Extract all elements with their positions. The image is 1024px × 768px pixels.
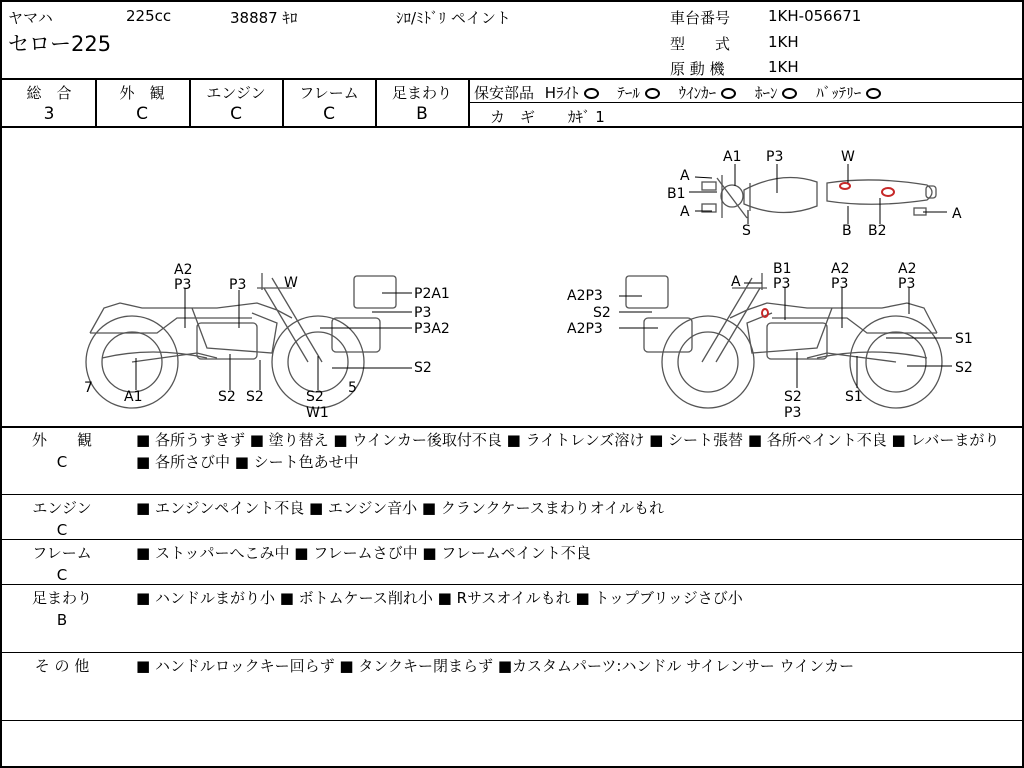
label-A2P3: A2P3 bbox=[567, 288, 603, 304]
key-value: ｶｷﾞ 1 bbox=[568, 108, 605, 126]
label-S2: S2 bbox=[593, 305, 611, 321]
label-P3: P3 bbox=[229, 277, 247, 293]
damage-mark bbox=[840, 183, 850, 189]
label-A2: A2 bbox=[898, 261, 917, 277]
label-A: A bbox=[731, 274, 741, 290]
ok-circle-icon bbox=[645, 88, 660, 99]
divider bbox=[2, 78, 1022, 80]
grade-engine-value: C bbox=[230, 104, 242, 124]
ok-circle-icon bbox=[782, 88, 797, 99]
label-P3: P3 bbox=[784, 405, 802, 421]
horn-label: ﾎｰﾝ bbox=[754, 84, 778, 102]
winker-label: ｳｲﾝｶｰ bbox=[678, 84, 717, 102]
label-S2: S2 bbox=[218, 389, 236, 405]
remark-text-exterior: ■ 各所うすきず ■ 塗り替え ■ ウインカー後取付不良 ■ ライトレンズ溶け ■ シート張替 ■ 各所ペイント不良 ■ レバーまがり ■ 各所さび中 ■ シート色あせ中 bbox=[136, 431, 1000, 471]
grade-overall-label: 総 合 bbox=[26, 84, 72, 102]
grade-overall-value: 3 bbox=[43, 104, 55, 124]
label-B1: B1 bbox=[667, 186, 686, 202]
label-P3: P3 bbox=[766, 149, 784, 165]
remark-text-frame: ■ ストッパーへこみ中 ■ フレームさび中 ■ フレームペイント不良 bbox=[136, 544, 591, 562]
grade-exterior-label: 外 観 bbox=[119, 84, 165, 102]
displacement: 225cc bbox=[126, 7, 172, 25]
label-P2A1: P2A1 bbox=[414, 286, 450, 302]
label-P3: P3 bbox=[174, 277, 192, 293]
type-label: 型 式 bbox=[670, 35, 731, 53]
battery-label: ﾊﾞｯﾃﾘｰ bbox=[816, 84, 862, 102]
remark-label-frame: フレーム C bbox=[32, 544, 92, 584]
divider bbox=[2, 584, 1022, 585]
bike-diagram bbox=[2, 128, 1022, 424]
color: ｼﾛ/ﾐﾄﾞﾘ ペイント bbox=[396, 9, 511, 27]
label-S: S bbox=[742, 223, 751, 239]
label-W1: W1 bbox=[306, 405, 329, 421]
chassis-label: 車台番号 bbox=[670, 9, 731, 27]
grade-suspension-label: 足まわり bbox=[391, 84, 452, 102]
label-A: A bbox=[680, 168, 690, 184]
label-P3: P3 bbox=[898, 276, 916, 292]
remark-label-exterior: 外 観 C bbox=[31, 431, 92, 471]
label-S2: S2 bbox=[955, 360, 973, 376]
model-name: セロー225 bbox=[8, 32, 112, 56]
chassis-number: 1KH-056671 bbox=[768, 7, 862, 25]
label-A: A bbox=[680, 204, 690, 220]
mileage: 38887 ｷﾛ bbox=[230, 9, 298, 27]
label-P3: P3 bbox=[831, 276, 849, 292]
label-B: B bbox=[842, 223, 852, 239]
label-S1: S1 bbox=[845, 389, 863, 405]
label-A: A bbox=[952, 206, 962, 222]
divider bbox=[2, 539, 1022, 540]
divider bbox=[2, 426, 1022, 428]
label-S2: S2 bbox=[246, 389, 264, 405]
label-7: 7 bbox=[84, 380, 93, 396]
key-label: カ ギ bbox=[490, 108, 536, 126]
divider bbox=[2, 494, 1022, 495]
label-A2: A2 bbox=[831, 261, 850, 277]
label-S2: S2 bbox=[306, 389, 324, 405]
label-B1: B1 bbox=[773, 261, 792, 277]
label-S2: S2 bbox=[784, 389, 802, 405]
label-A1: A1 bbox=[723, 149, 742, 165]
ok-circle-icon bbox=[721, 88, 736, 99]
tail-label: ﾃｰﾙ bbox=[617, 84, 640, 102]
maker: ヤマハ bbox=[8, 9, 53, 27]
ok-circle-icon bbox=[866, 88, 881, 99]
remark-text-other: ■ ハンドルロックキー回らず ■ タンクキー閉まらず ■カスタムパーツ:ハンドル サイレンサー ウインカー bbox=[136, 657, 855, 675]
divider bbox=[2, 720, 1022, 721]
grade-frame-value: C bbox=[323, 104, 335, 124]
bike-right-view bbox=[626, 273, 942, 408]
label-5: 5 bbox=[348, 380, 357, 396]
label-A2: A2 bbox=[174, 262, 193, 278]
label-W: W bbox=[284, 275, 298, 291]
divider bbox=[2, 652, 1022, 653]
type-value: 1KH bbox=[768, 33, 799, 51]
label-P3: P3 bbox=[773, 276, 791, 292]
headlight-label: Hﾗｲﾄ bbox=[544, 84, 579, 102]
damage-mark bbox=[882, 188, 894, 196]
engine-model-label: 原 動 機 bbox=[670, 60, 725, 78]
remark-label-engine: エンジン C bbox=[32, 499, 92, 539]
safety-parts bbox=[474, 82, 881, 103]
remark-text-suspension: ■ ハンドルまがり小 ■ ボトムケース削れ小 ■ Rサスオイルもれ ■ トップブリッジさび小 bbox=[136, 589, 743, 607]
label-S1: S1 bbox=[955, 331, 973, 347]
ok-circle-icon bbox=[584, 88, 599, 99]
grade-exterior-value: C bbox=[136, 104, 148, 124]
label-A2P3: A2P3 bbox=[567, 321, 603, 337]
label-W: W bbox=[841, 149, 855, 165]
label-S2: S2 bbox=[414, 360, 432, 376]
safety-label: 保安部品 bbox=[474, 84, 535, 102]
label-P3: P3 bbox=[414, 305, 432, 321]
remark-label-suspension: 足まわり B bbox=[31, 589, 92, 629]
engine-model-value: 1KH bbox=[768, 58, 799, 76]
bike-top-view bbox=[702, 175, 936, 218]
label-P3A2: P3A2 bbox=[414, 321, 450, 337]
remark-text-engine: ■ エンジンペイント不良 ■ エンジン音小 ■ クランクケースまわりオイルもれ bbox=[136, 499, 665, 517]
remark-label-other: そ の 他 bbox=[34, 657, 90, 675]
grade-suspension-value: B bbox=[416, 104, 428, 124]
label-A1: A1 bbox=[124, 389, 143, 405]
grade-frame-label: フレーム bbox=[299, 84, 359, 102]
grade-engine-label: エンジン bbox=[206, 84, 266, 102]
label-B2: B2 bbox=[868, 223, 887, 239]
